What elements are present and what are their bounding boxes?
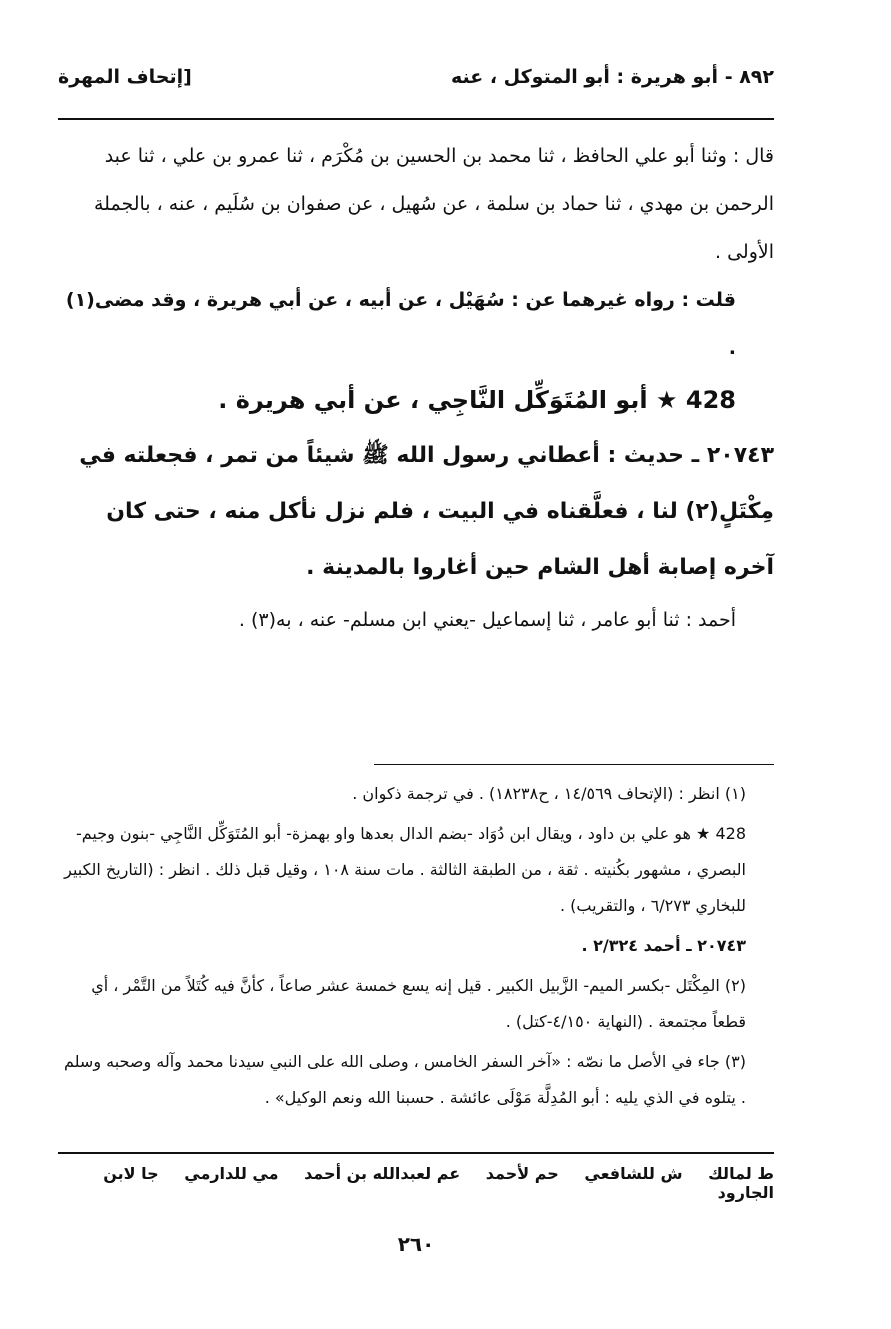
header-title: ٨٩٢ - أبو هريرة : أبو المتوكل ، عنه [450,66,774,88]
paragraph-isnad: قال : وثنا أبو علي الحافظ ، ثنا محمد بن الحسين بن مُكْرَم ، ثنا عمرو بن علي ، ثنا عبد الرحمن بن مهدي ، ثنا حماد بن سلمة ، عن سُهيل ، عن صفوان بن سُلَيم ، عنه ، بالجملة الأولى . [94,145,774,263]
main-text [58,132,774,644]
footnote-divider [374,764,774,765]
abbr-abdullah: عم لعبدالله بن أحمد [304,1164,461,1183]
footnote-3: (٣) جاء في الأصل ما نصّه : «آخر السفر الخامس ، وصلى الله على النبي سيدنا محمد وآله وصحبه وسلم . يتلوه في الذي يليه : أبو المُدِلَّة مَوْلَى عائشة . حسبنا الله ونعم الوكيل» . [63,1052,746,1107]
abbr-ahmad: حم لأحمد [485,1164,559,1183]
paragraph-source: أحمد : ثنا أبو عامر ، ثنا إسماعيل -يعني ابن مسلم- عنه ، به(٣) . [238,609,736,631]
abbr-shafii: ش للشافعي [584,1164,683,1183]
abbreviations-key [58,1164,774,1202]
header-divider [58,118,774,120]
page [58,0,774,1329]
paragraph-note: قلت : رواه غيرهما عن : سُهَيْل ، عن أبيه ، عن أبي هريرة ، وقد مضى(١) . [65,289,736,359]
footnote-hadith-ref: ٢٠٧٤٣ ـ أحمد ٢/٣٢٤ . [581,936,746,955]
page-number: ٢٦٠ [397,1232,435,1256]
footnote-2: (٢) المِكْتَل -بكسر الميم- الزَّبيل الكبير . قيل إنه يسع خمسة عشر صاعاً ، كأنَّ فيه كُتَلاً من التَّمْر ، أي قطعاً مجتمعة . (النهاية ٤/١٥٠-كتل) . [91,976,746,1031]
narrator-heading: 428 ★ أبو المُتَوَكِّل النَّاجِي ، عن أبي هريرة . [218,386,736,414]
abbr-jarud: جا لابن الجارود [103,1164,774,1202]
footnotes [58,776,774,1120]
abbreviations-divider [58,1152,774,1154]
footnote-1: (١) انظر : (الإتحاف ١٤/٥٦٩ ، ح١٨٢٣٨) . في ترجمة ذكوان . [352,784,746,803]
abbr-darimi: مي للدارمي [184,1164,279,1183]
hadith-text: ٢٠٧٤٣ ـ حديث : أعطاني رسول الله ﷺ شيئاً من تمر ، فجعلته في مِكْتَلٍ(٢) لنا ، فعلَّقناه في البيت ، فلم نزل نأكل منه ، حتى كان آخره إصابة أهل الشام حين أغاروا بالمدينة . [79,443,774,580]
running-header [58,60,774,100]
abbr-malik: ط لمالك [708,1164,774,1183]
header-book-title: [إتحاف المهرة [58,66,192,88]
footnote-narrator: 428 ★ هو علي بن داود ، ويقال ابن دُوَاد -بضم الدال بعدها واو بهمزة- أبو المُتَوَكِّل النَّاجِي -بنون وجيم- البصري ، مشهور بكُنيته . ثقة ، من الطبقة الثالثة . مات سنة ١٠٨ ، وقيل قبل ذلك . انظر : (التاريخ الكبير للبخاري ٦/٢٧٣ ، والتقريب) . [64,824,746,915]
